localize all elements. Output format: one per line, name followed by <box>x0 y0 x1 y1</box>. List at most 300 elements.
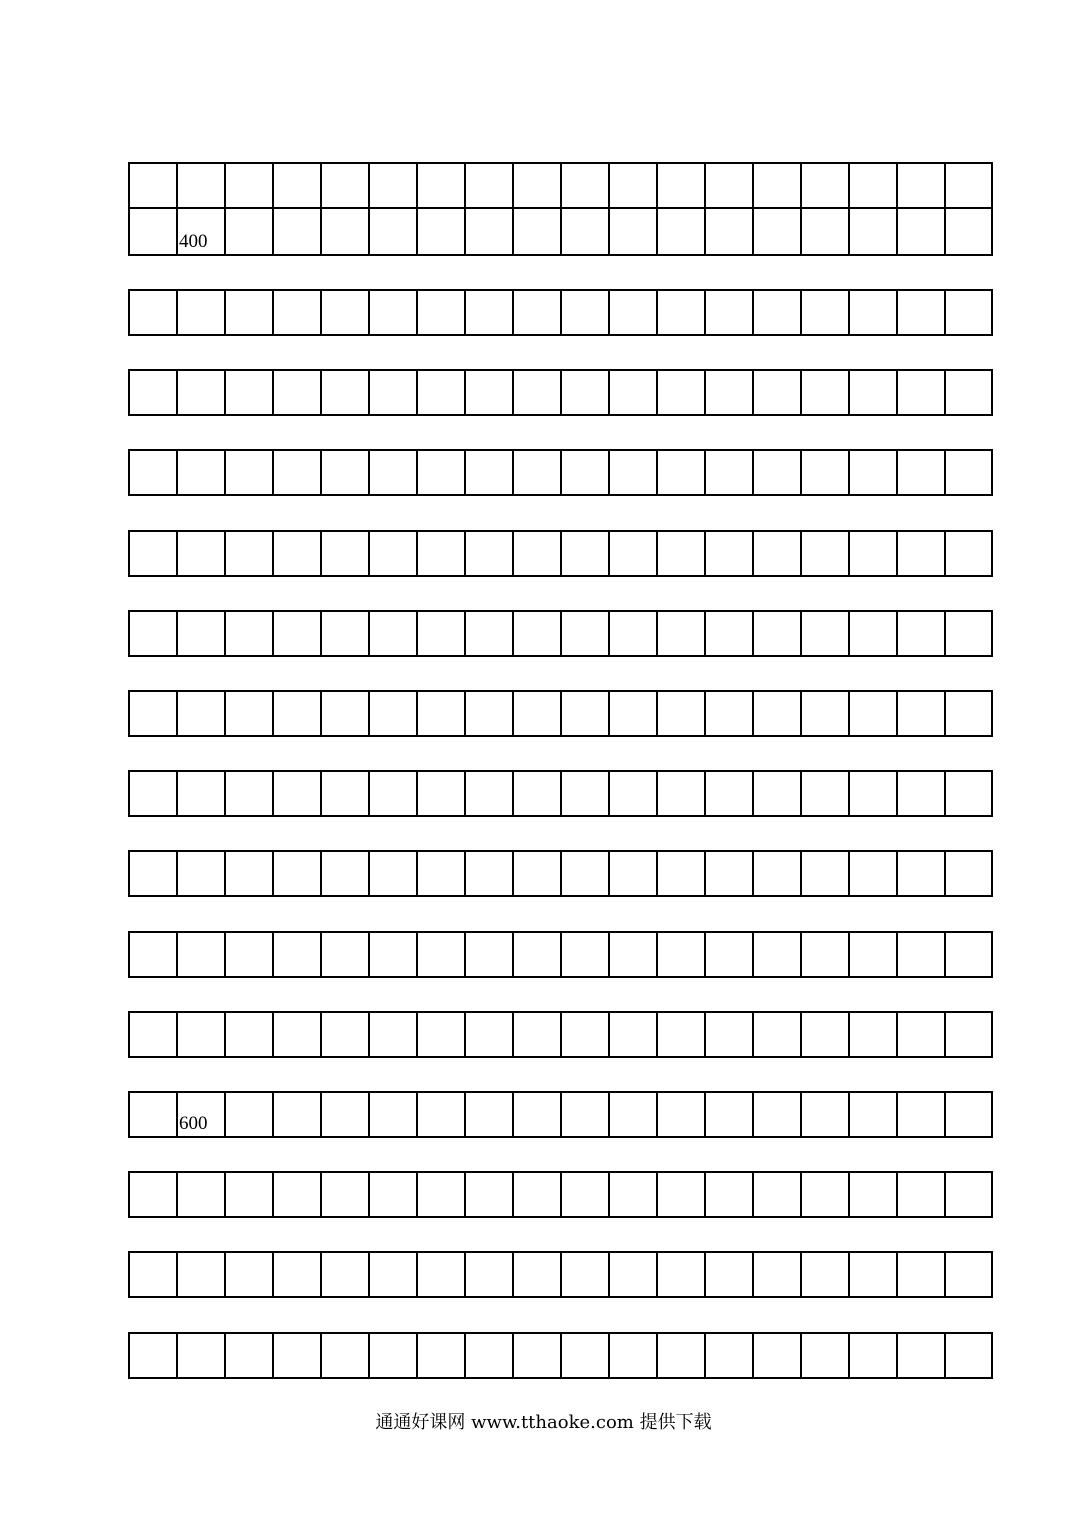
grid-cell <box>656 369 704 416</box>
grid-cell <box>848 449 896 496</box>
grid-cell <box>896 449 944 496</box>
grid-cell <box>512 209 560 256</box>
grid-cell <box>272 770 320 817</box>
grid-cell <box>224 1332 272 1379</box>
word-count-marker: 400 <box>179 231 208 252</box>
grid-cell <box>128 289 176 336</box>
grid-cell <box>848 289 896 336</box>
grid-cell <box>224 1011 272 1058</box>
grid-cell <box>896 1091 944 1138</box>
grid-cell <box>656 530 704 577</box>
grid-cell <box>224 369 272 416</box>
grid-cell <box>416 1011 464 1058</box>
grid-cell <box>512 1011 560 1058</box>
grid-cell <box>416 289 464 336</box>
grid-cell <box>464 209 512 256</box>
grid-cell <box>416 449 464 496</box>
grid-cell <box>656 850 704 897</box>
grid-cell <box>896 289 944 336</box>
grid-cell <box>176 449 224 496</box>
grid-cell <box>464 931 512 978</box>
grid-cell <box>800 1091 848 1138</box>
grid-cell <box>416 1251 464 1298</box>
grid-cell <box>800 770 848 817</box>
grid-cell <box>800 1332 848 1379</box>
grid-cell <box>944 850 993 897</box>
grid-cell <box>320 530 368 577</box>
grid-cell <box>224 931 272 978</box>
grid-cell <box>704 1332 752 1379</box>
grid-cell <box>752 1332 800 1379</box>
grid-cell <box>176 530 224 577</box>
grid-cell <box>368 449 416 496</box>
grid-cell <box>560 449 608 496</box>
grid-cell <box>416 931 464 978</box>
grid-cell <box>896 369 944 416</box>
grid-cell <box>848 1091 896 1138</box>
grid-cell <box>416 1332 464 1379</box>
grid-cell <box>800 209 848 256</box>
grid-cell <box>896 1332 944 1379</box>
grid-cell <box>512 610 560 657</box>
grid-cell <box>512 289 560 336</box>
grid-cell <box>368 289 416 336</box>
grid-cell <box>608 209 656 256</box>
grid-cell <box>704 369 752 416</box>
grid-cell <box>608 610 656 657</box>
grid-cell <box>608 931 656 978</box>
grid-cell <box>800 449 848 496</box>
grid-cell <box>560 610 608 657</box>
grid-cell <box>704 209 752 256</box>
grid-cell <box>272 1171 320 1218</box>
grid-cell <box>320 449 368 496</box>
grid-cell <box>224 162 272 209</box>
grid-cell <box>560 369 608 416</box>
grid-row <box>128 1171 993 1218</box>
grid-cell <box>704 449 752 496</box>
grid-cell <box>464 610 512 657</box>
grid-cell <box>464 369 512 416</box>
grid-cell <box>896 1171 944 1218</box>
grid-cell <box>704 530 752 577</box>
grid-cell <box>896 1011 944 1058</box>
grid-cell <box>656 1011 704 1058</box>
grid-row <box>128 610 993 657</box>
grid-cell <box>368 1332 416 1379</box>
grid-cell <box>704 1011 752 1058</box>
grid-cell <box>272 1011 320 1058</box>
grid-cell <box>320 690 368 737</box>
grid-cell <box>464 690 512 737</box>
grid-cell <box>800 289 848 336</box>
grid-cell <box>752 1091 800 1138</box>
grid-cell <box>608 289 656 336</box>
grid-cell <box>320 1171 368 1218</box>
grid-cell <box>800 690 848 737</box>
grid-cell <box>464 530 512 577</box>
grid-cell <box>272 289 320 336</box>
grid-cell <box>560 530 608 577</box>
grid-cell <box>656 1332 704 1379</box>
grid-cell <box>272 369 320 416</box>
grid-cell <box>944 289 993 336</box>
grid-cell <box>560 1332 608 1379</box>
grid-cell <box>608 1251 656 1298</box>
grid-cell <box>704 162 752 209</box>
grid-cell <box>944 690 993 737</box>
grid-cell <box>944 209 993 256</box>
grid-cell <box>224 1091 272 1138</box>
grid-cell <box>272 1091 320 1138</box>
grid-cell <box>320 1091 368 1138</box>
grid-cell <box>224 610 272 657</box>
grid-cell <box>848 690 896 737</box>
grid-row <box>128 1251 993 1298</box>
grid-cell <box>368 1251 416 1298</box>
grid-cell <box>608 1011 656 1058</box>
grid-cell <box>512 770 560 817</box>
grid-cell <box>848 610 896 657</box>
grid-cell <box>272 449 320 496</box>
grid-cell <box>512 690 560 737</box>
grid-cell <box>128 162 176 209</box>
grid-cell <box>464 1171 512 1218</box>
grid-cell <box>176 770 224 817</box>
grid-cell <box>176 610 224 657</box>
grid-cell <box>896 1251 944 1298</box>
grid-cell <box>320 209 368 256</box>
grid-cell <box>752 369 800 416</box>
grid-cell <box>320 1251 368 1298</box>
grid-row <box>128 530 993 577</box>
grid-cell <box>752 209 800 256</box>
grid-cell <box>848 850 896 897</box>
grid-cell <box>176 289 224 336</box>
grid-row <box>128 289 993 336</box>
grid-cell <box>512 369 560 416</box>
grid-cell <box>368 1171 416 1218</box>
grid-cell <box>176 931 224 978</box>
grid-cell <box>272 1332 320 1379</box>
grid-cell <box>416 209 464 256</box>
grid-cell <box>512 162 560 209</box>
grid-cell <box>560 850 608 897</box>
grid-cell <box>176 1091 224 1138</box>
grid-cell <box>704 850 752 897</box>
grid-cell <box>848 931 896 978</box>
grid-cell <box>464 1091 512 1138</box>
grid-cell <box>416 162 464 209</box>
grid-cell <box>368 1091 416 1138</box>
grid-cell <box>416 530 464 577</box>
grid-cell <box>272 610 320 657</box>
grid-cell <box>224 289 272 336</box>
grid-cell <box>368 162 416 209</box>
grid-cell <box>320 1332 368 1379</box>
grid-cell <box>896 690 944 737</box>
grid-cell <box>128 850 176 897</box>
grid-cell <box>944 449 993 496</box>
grid-cell <box>560 770 608 817</box>
grid-cell <box>464 289 512 336</box>
grid-cell <box>368 770 416 817</box>
grid-cell <box>656 1091 704 1138</box>
grid-cell <box>368 209 416 256</box>
grid-cell <box>800 162 848 209</box>
grid-cell <box>752 1011 800 1058</box>
grid-cell <box>896 209 944 256</box>
grid-row <box>128 369 993 416</box>
grid-cell <box>848 530 896 577</box>
grid-cell <box>416 1171 464 1218</box>
grid-cell <box>752 1171 800 1218</box>
grid-cell <box>752 931 800 978</box>
grid-cell <box>896 931 944 978</box>
grid-cell <box>704 770 752 817</box>
grid-cell <box>800 1251 848 1298</box>
grid-cell <box>128 1332 176 1379</box>
grid-row <box>128 449 993 496</box>
grid-cell <box>608 162 656 209</box>
grid-cell <box>608 690 656 737</box>
grid-row <box>128 770 993 817</box>
grid-cell <box>320 369 368 416</box>
grid-cell <box>656 610 704 657</box>
grid-cell <box>704 1251 752 1298</box>
grid-cell <box>608 1171 656 1218</box>
grid-row <box>128 931 993 978</box>
grid-cell <box>944 770 993 817</box>
grid-cell <box>752 530 800 577</box>
grid-cell <box>800 1171 848 1218</box>
grid-cell <box>608 850 656 897</box>
grid-cell <box>128 1251 176 1298</box>
grid-cell <box>176 1332 224 1379</box>
grid-cell <box>368 610 416 657</box>
grid-cell <box>128 610 176 657</box>
grid-cell <box>320 850 368 897</box>
grid-cell <box>128 1011 176 1058</box>
grid-cell <box>176 209 224 256</box>
grid-cell <box>896 610 944 657</box>
grid-cell <box>944 530 993 577</box>
grid-cell <box>800 610 848 657</box>
grid-cell <box>656 1171 704 1218</box>
grid-cell <box>656 289 704 336</box>
grid-cell <box>944 931 993 978</box>
grid-cell <box>128 690 176 737</box>
grid-cell <box>752 610 800 657</box>
grid-cell <box>320 162 368 209</box>
grid-cell <box>224 1251 272 1298</box>
grid-cell <box>320 610 368 657</box>
grid-cell <box>704 289 752 336</box>
grid-cell <box>848 1332 896 1379</box>
word-count-marker: 600 <box>179 1113 208 1134</box>
grid-cell <box>464 770 512 817</box>
grid-cell <box>416 850 464 897</box>
grid-cell <box>752 162 800 209</box>
grid-cell <box>752 770 800 817</box>
grid-cell <box>128 449 176 496</box>
grid-cell <box>656 690 704 737</box>
grid-cell <box>848 770 896 817</box>
grid-cell <box>608 369 656 416</box>
grid-cell <box>944 1251 993 1298</box>
grid-cell <box>704 931 752 978</box>
grid-cell <box>176 369 224 416</box>
grid-cell <box>656 162 704 209</box>
grid-cell <box>224 530 272 577</box>
grid-cell <box>560 289 608 336</box>
grid-cell <box>608 449 656 496</box>
grid-cell <box>320 289 368 336</box>
grid-cell <box>464 850 512 897</box>
grid-cell <box>368 1011 416 1058</box>
grid-cell <box>704 690 752 737</box>
grid-cell <box>416 770 464 817</box>
grid-cell <box>608 530 656 577</box>
grid-cell <box>800 369 848 416</box>
grid-cell <box>368 530 416 577</box>
grid-cell <box>416 690 464 737</box>
grid-cell <box>176 1171 224 1218</box>
grid-cell <box>608 770 656 817</box>
grid-cell <box>224 1171 272 1218</box>
grid-cell <box>128 209 176 256</box>
grid-cell <box>560 1251 608 1298</box>
grid-cell <box>224 850 272 897</box>
grid-cell <box>128 770 176 817</box>
grid-row <box>128 1011 993 1058</box>
grid-cell <box>848 1011 896 1058</box>
footer-credit: 通通好课网 www.tthaoke.com 提供下载 <box>375 1412 712 1433</box>
grid-cell <box>272 690 320 737</box>
grid-cell <box>416 1091 464 1138</box>
grid-cell <box>128 369 176 416</box>
grid-cell <box>320 1011 368 1058</box>
grid-cell <box>560 209 608 256</box>
grid-cell <box>320 931 368 978</box>
grid-cell <box>944 610 993 657</box>
grid-cell <box>512 850 560 897</box>
grid-cell <box>896 530 944 577</box>
grid-cell <box>752 850 800 897</box>
grid-cell <box>752 1251 800 1298</box>
grid-row <box>128 209 993 256</box>
grid-cell <box>416 610 464 657</box>
grid-row <box>128 1091 993 1138</box>
grid-cell <box>224 770 272 817</box>
grid-cell <box>464 1251 512 1298</box>
grid-cell <box>512 1171 560 1218</box>
grid-row <box>128 162 993 209</box>
grid-cell <box>848 369 896 416</box>
grid-cell <box>512 931 560 978</box>
grid-cell <box>848 209 896 256</box>
grid-cell <box>896 850 944 897</box>
grid-cell <box>896 770 944 817</box>
grid-cell <box>848 1251 896 1298</box>
grid-cell <box>752 690 800 737</box>
grid-cell <box>272 209 320 256</box>
grid-cell <box>224 209 272 256</box>
grid-cell <box>128 1091 176 1138</box>
grid-cell <box>800 931 848 978</box>
grid-cell <box>272 530 320 577</box>
grid-cell <box>800 530 848 577</box>
grid-cell <box>944 1011 993 1058</box>
grid-cell <box>176 850 224 897</box>
grid-cell <box>560 690 608 737</box>
grid-cell <box>512 530 560 577</box>
grid-cell <box>128 931 176 978</box>
grid-cell <box>176 1251 224 1298</box>
grid-cell <box>656 209 704 256</box>
grid-cell <box>944 1171 993 1218</box>
grid-cell <box>560 162 608 209</box>
grid-cell <box>608 1332 656 1379</box>
grid-cell <box>752 449 800 496</box>
grid-cell <box>560 931 608 978</box>
grid-cell <box>368 850 416 897</box>
grid-cell <box>368 369 416 416</box>
grid-cell <box>560 1011 608 1058</box>
grid-cell <box>224 449 272 496</box>
grid-cell <box>272 850 320 897</box>
grid-cell <box>704 610 752 657</box>
grid-cell <box>656 449 704 496</box>
grid-cell <box>464 449 512 496</box>
grid-cell <box>512 1091 560 1138</box>
grid-cell <box>800 850 848 897</box>
grid-cell <box>464 162 512 209</box>
grid-cell <box>848 162 896 209</box>
grid-cell <box>368 690 416 737</box>
grid-cell <box>512 1332 560 1379</box>
grid-cell <box>656 770 704 817</box>
grid-cell <box>944 1091 993 1138</box>
grid-cell <box>512 449 560 496</box>
grid-cell <box>176 690 224 737</box>
grid-cell <box>560 1091 608 1138</box>
grid-cell <box>320 770 368 817</box>
grid-cell <box>896 162 944 209</box>
grid-cell <box>656 1251 704 1298</box>
grid-cell <box>368 931 416 978</box>
grid-cell <box>176 162 224 209</box>
grid-cell <box>464 1332 512 1379</box>
grid-cell <box>560 1171 608 1218</box>
grid-cell <box>512 1251 560 1298</box>
grid-cell <box>800 1011 848 1058</box>
grid-cell <box>656 931 704 978</box>
grid-cell <box>272 931 320 978</box>
grid-cell <box>272 162 320 209</box>
grid-cell <box>224 690 272 737</box>
grid-cell <box>128 530 176 577</box>
grid-cell <box>704 1171 752 1218</box>
grid-cell <box>944 369 993 416</box>
grid-cell <box>128 1171 176 1218</box>
grid-cell <box>944 1332 993 1379</box>
grid-row <box>128 1332 993 1379</box>
grid-cell <box>608 1091 656 1138</box>
grid-row <box>128 690 993 737</box>
grid-cell <box>176 1011 224 1058</box>
grid-cell <box>416 369 464 416</box>
